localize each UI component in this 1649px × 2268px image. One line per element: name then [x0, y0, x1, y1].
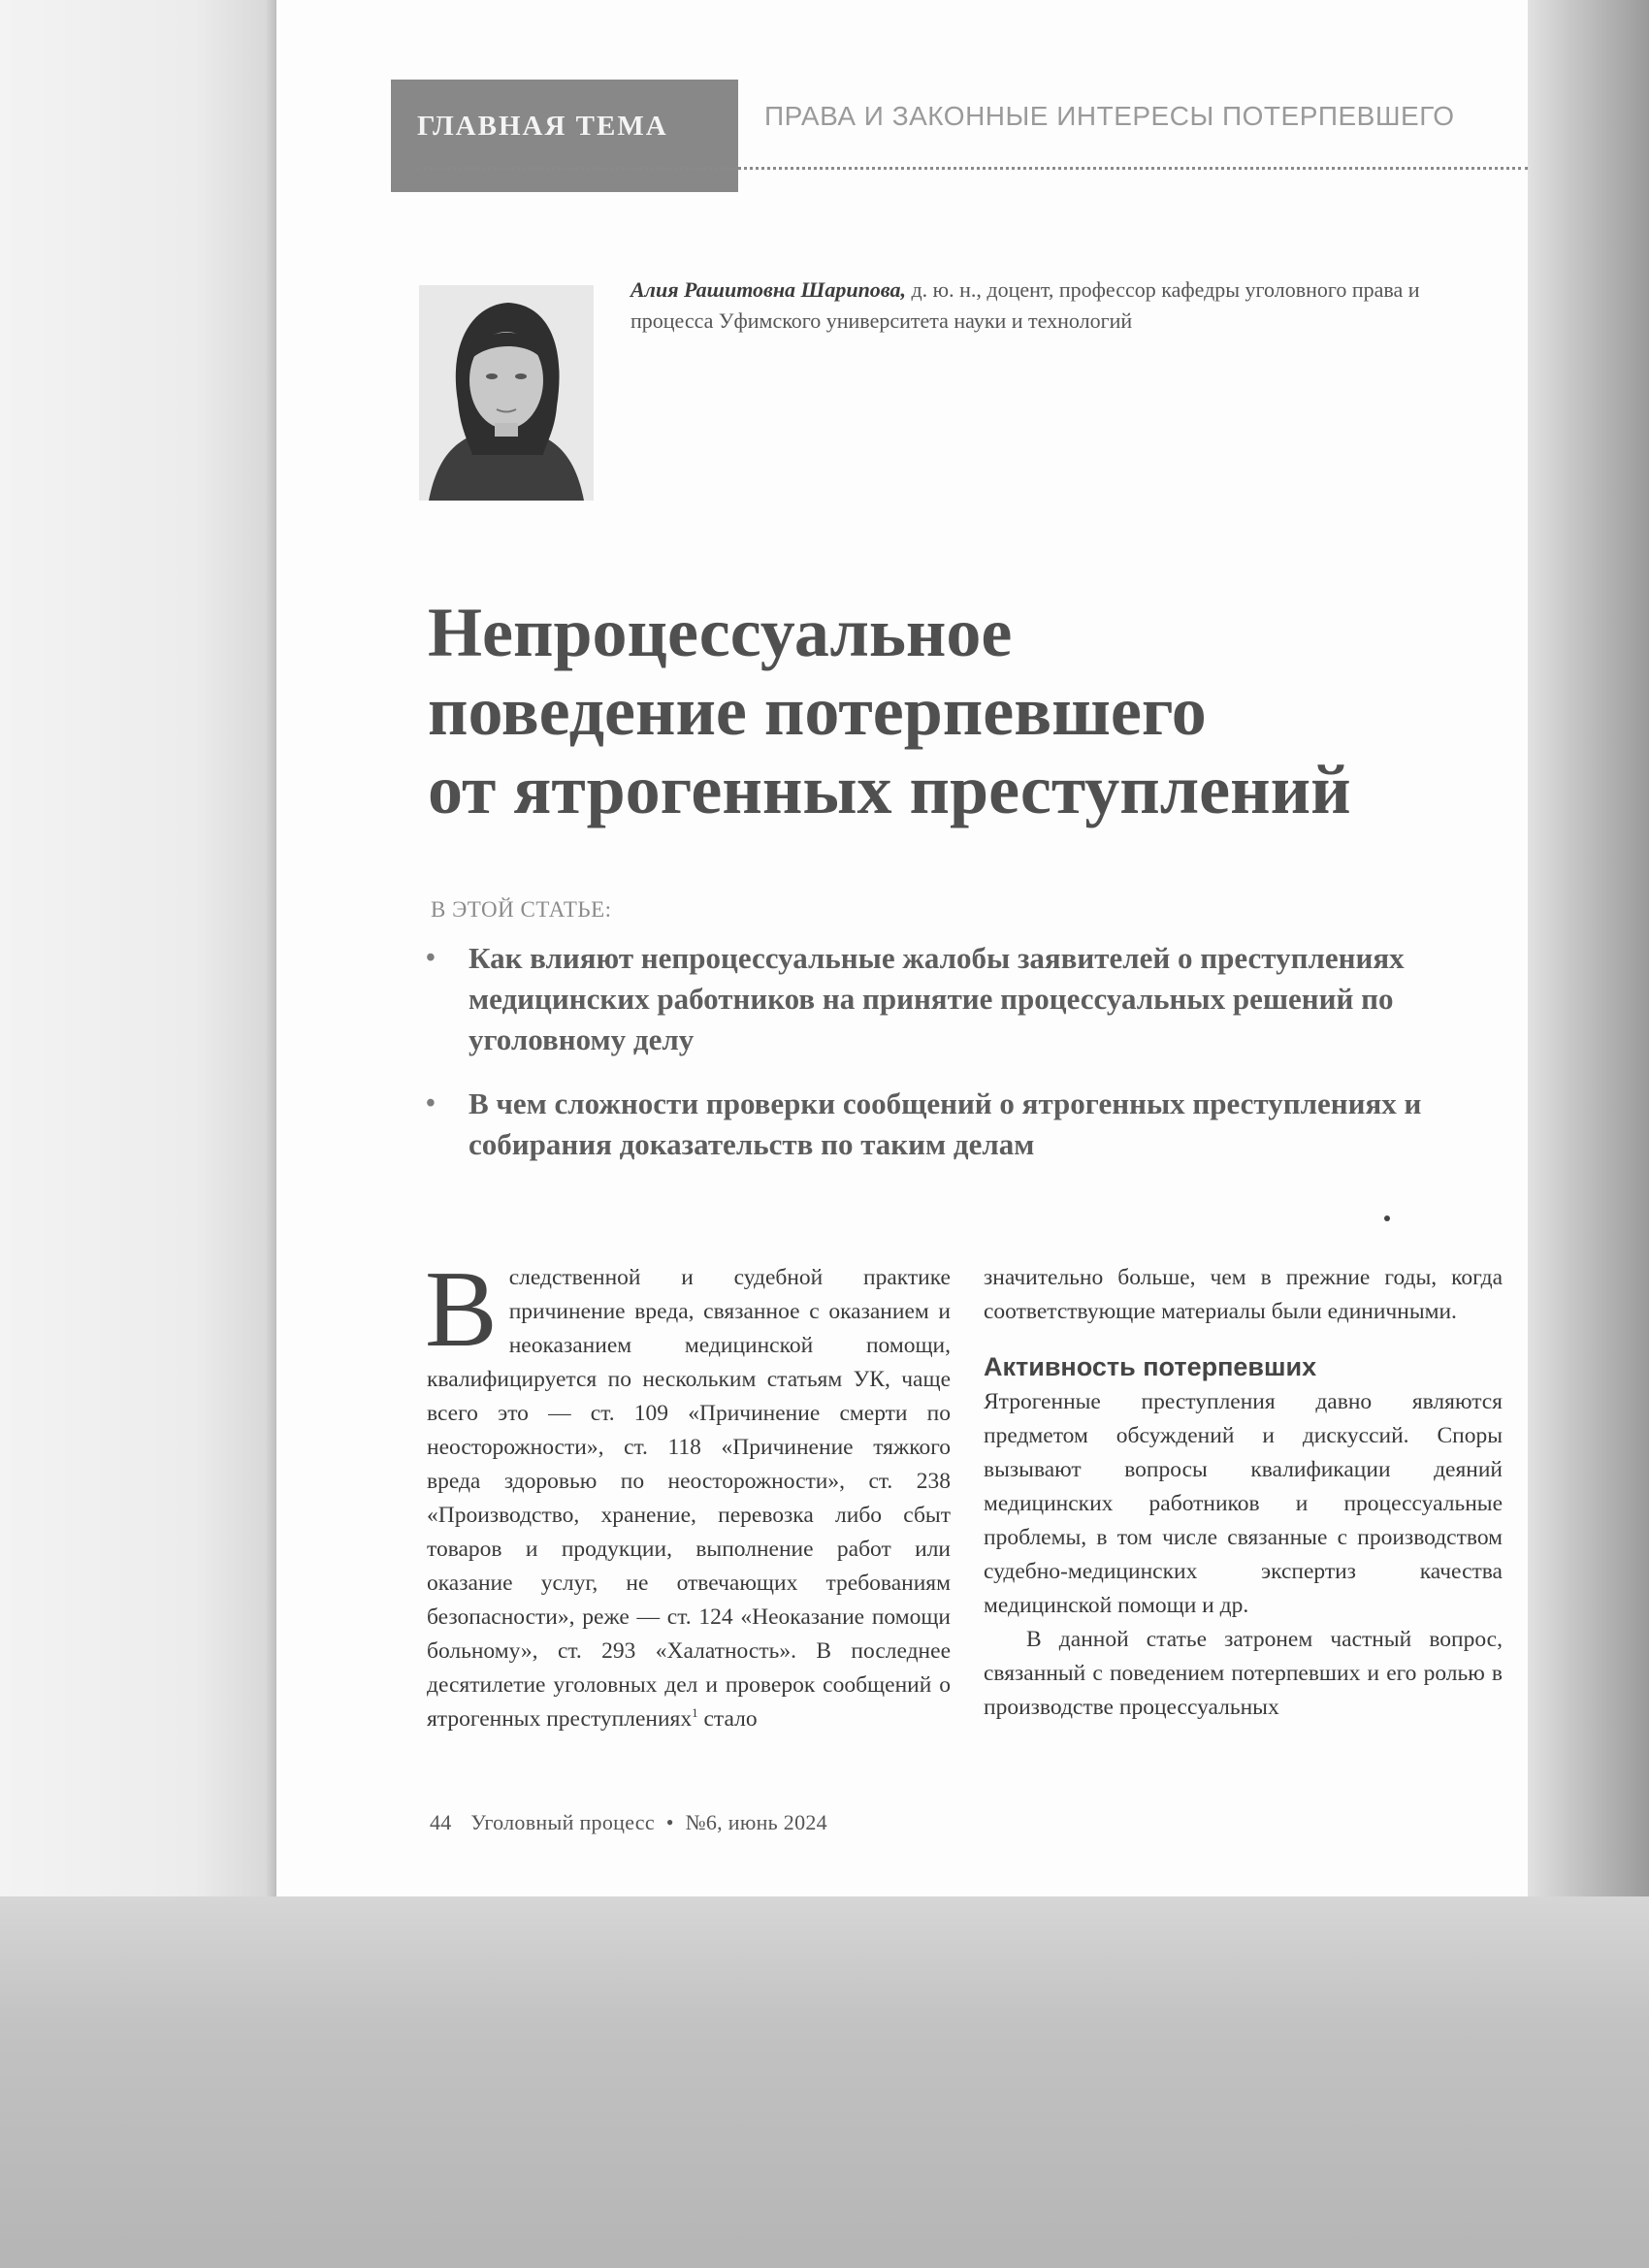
article-title: [428, 594, 1524, 829]
bullet-text: В чем сложности проверки сообщений о ятрогенных преступлениях и собирания доказательств по таким делам: [469, 1086, 1422, 1161]
author-name: Алия Рашитовна Шарипова,: [630, 277, 906, 302]
author-byline: [630, 275, 1484, 337]
print-speck: [1384, 1215, 1390, 1221]
page-number: 44: [430, 1810, 452, 1834]
scan-background-bottom: [0, 1896, 1649, 2268]
body-paragraph: значительно больше, чем в прежние годы, когда соответствующие материалы были единичными.: [984, 1265, 1503, 1324]
title-line-2: поведение потерпевшего: [428, 672, 1207, 750]
section-heading: Активность потерпевших: [984, 1352, 1317, 1381]
author-credentials: д. ю. н., доцент, профессор кафедры уголовного права и процесса Уфимского университета науки и технологий: [630, 277, 1420, 333]
body-column-left: [425, 1249, 951, 1736]
bullet-text: Как влияют непроцессуальные жалобы заявителей о преступлениях медицинских работников на принятие процессуальных решений по уголовному делу: [469, 941, 1405, 1056]
in-this-article-list: [424, 938, 1510, 1188]
bullet-dot-icon: •: [426, 943, 436, 973]
issue-info: №6, июнь 2024: [685, 1810, 827, 1834]
dotted-divider: [417, 167, 1528, 170]
title-line-1: Непроцессуальное: [428, 594, 1013, 671]
subrubric-label: ПРАВА И ЗАКОННЫЕ ИНТЕРЕСЫ ПОТЕРПЕВШЕГО: [764, 101, 1455, 131]
body-text-left: следственной и судебной практике причинение вреда, связанное с оказанием и неоказанием медицинской помощи, квалифицируется по нескольким статьям УК, чаще всего это — ст. 109 «Причинение смерти по неосторожности», ст. 118 «Причинение тяжкого вреда здоровью по неосторожности», ст. 238 «Производство, хранение, перевозка либо сбыт товаров и продукции, выполнение работ или оказание услуг, не отвечающих требованиям безопасности», реже — ст. 124 «Неоказание помощи больному», ст. 293 «Халатность». В последнее десятилетие уголовных дел и проверок сообщений о ятрогенных преступлениях: [427, 1265, 951, 1732]
journal-name: Уголовный процесс: [470, 1810, 655, 1834]
body-text-left-end: стало: [697, 1706, 758, 1732]
body-paragraph: [425, 1249, 951, 1736]
list-item: [424, 1084, 1510, 1165]
page-footer: [430, 1810, 841, 1835]
drop-cap: В: [425, 1249, 498, 1370]
title-line-3: от ятрогенных преступлений: [428, 751, 1351, 828]
author-photo: [419, 285, 594, 501]
list-item: [424, 938, 1510, 1060]
bullet-dot-icon: •: [426, 1088, 436, 1118]
body-paragraph: В данной статье затронем частный вопрос, связанный с поведением потерпевших и его ролью в производстве процессуальных: [984, 1627, 1503, 1720]
rubric-label: ГЛАВНАЯ ТЕМА: [417, 111, 668, 142]
footer-separator: •: [665, 1810, 674, 1834]
body-column-right: [984, 1261, 1503, 1725]
footnote-mark: 1: [692, 1705, 698, 1721]
in-this-article-label: В ЭТОЙ СТАТЬЕ:: [431, 897, 612, 922]
body-paragraph: Ятрогенные преступления давно являются предметом обсуждений и дискуссий. Споры вызывают вопросы квалификации деяний медицинских работников и процессуальные проблемы, в том числе связанные с производством судебно-медицинских экспертиз качества медицинской помощи и др.: [984, 1389, 1503, 1618]
